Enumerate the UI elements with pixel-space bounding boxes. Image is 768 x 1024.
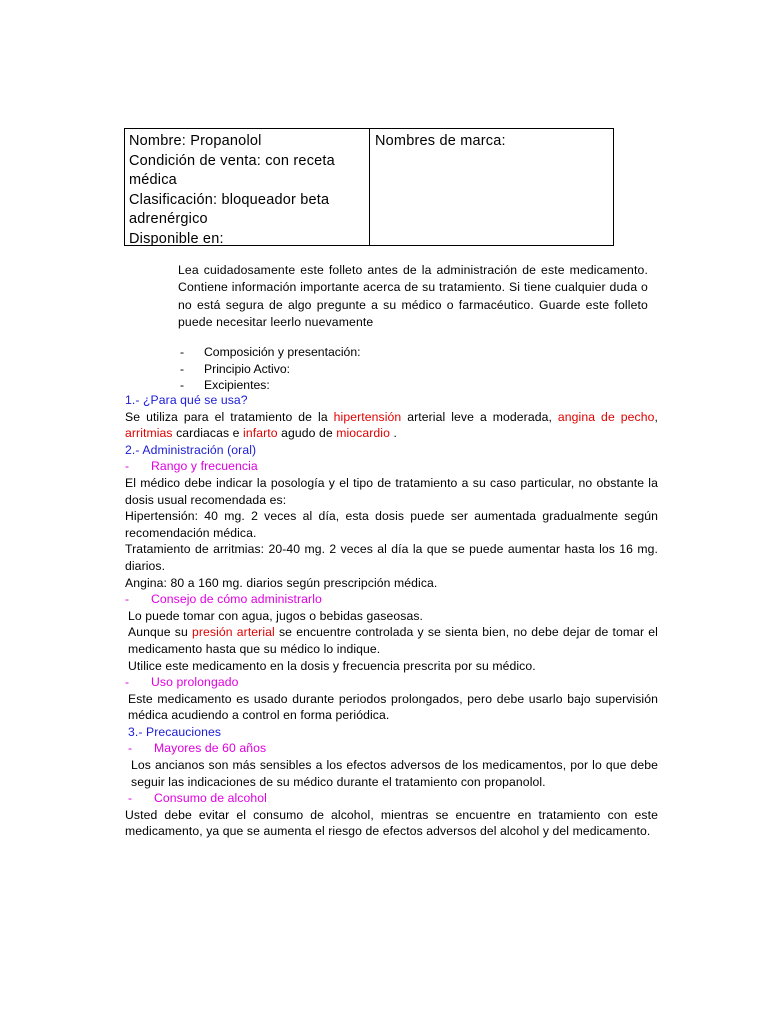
- subheading-rango: - Rango y frecuencia: [125, 459, 258, 474]
- section-2-heading: 2.- Administración (oral): [125, 442, 257, 457]
- intro-paragraph: Lea cuidadosamente este folleto antes de la administración de este medicamento. Contiene información importante acerca de su tratamiento. Si tiene cualquier duda o no está segura de algo pregunte a su médico o farmacéutico. Guarde este folleto puede necesitar leerlo nuevamente: [178, 263, 648, 329]
- advice-intake: Lo puede tomar con agua, jugos o bebidas gaseosas.: [128, 608, 424, 623]
- list-item: - Principio Activo:: [180, 361, 291, 376]
- dosage-intro: El médico debe indicar la posología y el tipo de tratamiento a su caso particular, no obstante la dosis usual recomendada es:: [125, 475, 658, 507]
- elderly-text: Los ancianos son más sensibles a los efectos adversos de los medicamentos, por lo que debe seguir las indicaciones de su médico durante el tratamiento con propanolol.: [131, 758, 658, 789]
- prolonged-use-text: Este medicamento es usado durante periodos prolongados, pero debe usarlo bajo supervisión médica acudiendo a control en forma periódica.: [128, 691, 658, 723]
- alcohol-text: Usted debe evitar el consumo de alcohol, mientras se encuentre en tratamiento con este medicamento, ya que se aumenta el riesgo de efectos adversos del alcohol y del medicamento.: [125, 807, 658, 839]
- composition-list: [180, 344, 361, 394]
- drug-info-left-cell: [125, 129, 370, 245]
- section-3-heading: 3.- Precauciones: [128, 724, 222, 739]
- advice-dosage: Utilice este medicamento en la dosis y frecuencia prescrita por su médico.: [128, 658, 536, 673]
- brand-names: Nombres de marca:: [375, 133, 506, 149]
- sale-condition: Condición de venta: con receta médica: [129, 152, 335, 188]
- advice-continue: Aunque su presión arterial se encuentre controlada y se sienta bien, no debe dejar de tomar el medicamento hasta que su médico lo indique.: [128, 625, 658, 656]
- drug-name: Nombre: Propanolol: [129, 133, 262, 149]
- subheading-uso-prolongado: - Uso prolongado: [125, 675, 239, 690]
- subheading-consejo: - Consejo de cómo administrarlo: [125, 592, 322, 607]
- subheading-mayores: - Mayores de 60 años: [128, 741, 267, 756]
- dosage-angina: Angina: 80 a 160 mg. diarios según prescripción médica.: [125, 575, 438, 590]
- list-item: - Excipientes:: [180, 378, 270, 392]
- dosage-arrhythmia: Tratamiento de arritmias: 20-40 mg. 2 veces al día la que se puede aumentar hasta los 16 mg. diarios.: [125, 542, 658, 573]
- drug-info-table: [124, 128, 614, 246]
- availability: Disponible en:: [129, 230, 224, 247]
- section-1-heading: 1.- ¿Para qué se usa?: [125, 393, 248, 407]
- drug-info-right-cell: [370, 129, 613, 245]
- subheading-alcohol: - Consumo de alcohol: [128, 791, 267, 806]
- drug-classification: Clasificación: bloqueador beta adrenérgico: [129, 191, 330, 227]
- list-item: - Composición y presentación:: [180, 345, 361, 359]
- main-content: [125, 392, 658, 840]
- section-1-text: Se utiliza para el tratamiento de la hipertensión arterial leve a moderada, angina de pecho, arritmias cardiacas e infarto agudo de miocardio .: [125, 409, 658, 441]
- dosage-hypertension: Hipertensión: 40 mg. 2 veces al día, esta dosis puede ser aumentada gradualmente según recomendación médica.: [125, 509, 658, 540]
